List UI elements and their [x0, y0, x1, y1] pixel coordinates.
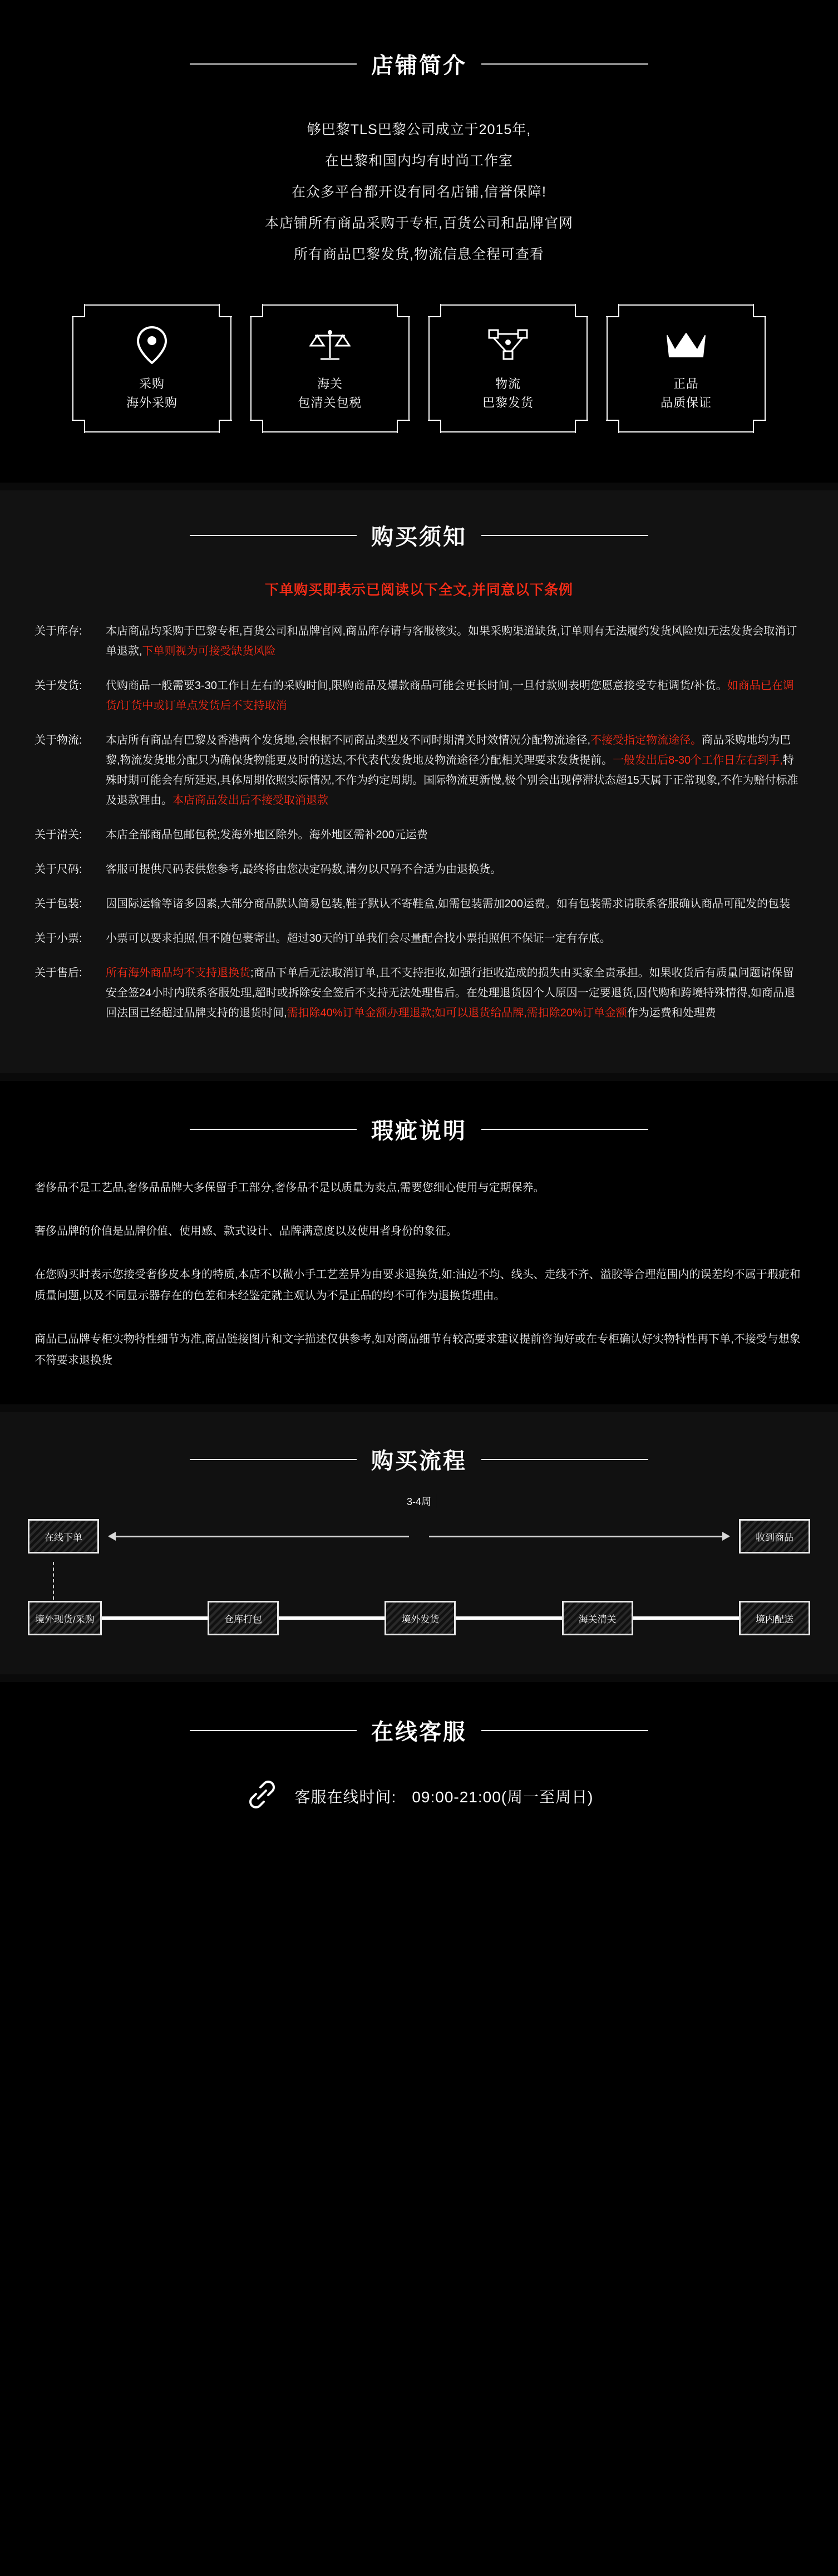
flow-connector-line [279, 1616, 385, 1620]
chat-link-icon [245, 1777, 279, 1815]
flow-heading [0, 1443, 838, 1475]
flaw-paragraph: 奢侈品不是工艺品,奢侈品品牌大多保留手工部分,奢侈品不是以质量为卖点,需要您细心使用与定期保养。 [34, 1182, 545, 1194]
notice-row-shipping [34, 676, 804, 716]
feature-label-line1: 海关 [317, 377, 343, 391]
crown-icon [664, 325, 708, 366]
notice-text [106, 730, 804, 810]
notice-label: 关于发货: [34, 680, 82, 692]
corner-decoration [72, 420, 85, 433]
notice-text [106, 825, 804, 845]
flow-title: 购买流程 [371, 1449, 467, 1473]
notice-label: 关于小票: [34, 932, 82, 945]
notice-heading [0, 519, 838, 551]
section-divider [0, 1674, 838, 1682]
flow-node-warehouse-packing: 仓库打包 [208, 1601, 279, 1635]
service-hours-label: 客服在线时间: [294, 1788, 397, 1806]
logistics-network-icon [487, 325, 529, 366]
heading-rule-right [481, 535, 648, 536]
service-heading [0, 1714, 838, 1746]
intro-title: 店铺简介 [371, 53, 467, 78]
notice-row-packaging [34, 894, 804, 914]
flow-connector-line [633, 1616, 739, 1620]
flow-arrow-left [109, 1536, 409, 1537]
flow-connector-line [102, 1616, 208, 1620]
section-purchase-notice [0, 490, 838, 1073]
notice-text-part: 商品采购地均为巴黎,物流发货地分配只为确保货物能更及时的送达,不代表代发货地及物流途径分配相关理要求发货提前。 [106, 734, 791, 766]
notice-text [106, 676, 804, 716]
corner-decoration [219, 304, 232, 317]
notice-label: 关于包装: [34, 898, 82, 910]
flow-top-row [28, 1496, 810, 1562]
corner-decoration [753, 304, 766, 317]
section-purchase-flow [0, 1412, 838, 1674]
notice-text-highlight: 所有海外商品均不支持退换货 [106, 967, 250, 979]
notice-text [106, 859, 804, 879]
flow-node-overseas-dispatch: 境外发货 [385, 1601, 456, 1635]
section-flaw-statement [0, 1081, 838, 1404]
feature-label-line1: 物流 [495, 377, 521, 391]
notice-text-part: 本店所有商品有巴黎及香港两个发货地,会根据不同商品类型及不同时期清关时效情况分配物流途径, [106, 734, 591, 746]
notice-text-part: 本店商品均采购于巴黎专柜,百货公司和品牌官网,商品库存请与客服核实。如果采购渠道缺货,订单则有无法履约发货风险!如无法发货会取消订单退款, [106, 625, 797, 657]
flow-bottom-row [28, 1601, 810, 1635]
notice-text-highlight: 本店商品发出后不接受取消退款 [172, 794, 328, 807]
corner-decoration [219, 420, 232, 433]
notice-text-highlight: 下单则视为可接受缺货风险 [142, 645, 276, 657]
heading-rule-right [481, 1730, 648, 1731]
intro-line-1: 够巴黎TLS巴黎公司成立于2015年, [307, 122, 531, 137]
notice-label: 关于物流: [34, 734, 82, 746]
notice-text-highlight: 不接受指定物流途径。 [590, 734, 702, 746]
flow-dashed-connector [53, 1562, 55, 1600]
notice-text-part: ;商品下单后无法取消订单,且不支持拒收,如强行拒收造成的损失由买家全责承担。如果收货后有质量问题请保留安全签24小时内联系客服处理,超时或拆除安全签后不支持无法处理售后。在处理退货因个人原因一定要退货,因代购和跨境特殊情得,如商品退回法国已经超过品牌支持的退货时间, [106, 967, 795, 1019]
corner-decoration [575, 420, 588, 433]
notice-item-list [0, 621, 838, 1023]
flow-node-receive-goods: 收到商品 [739, 1519, 810, 1554]
notice-text [106, 894, 804, 914]
corner-decoration [428, 304, 441, 317]
section-divider [0, 1073, 838, 1081]
feature-badge-logistics [428, 304, 588, 432]
feature-badge-row [0, 304, 838, 453]
heading-rule-left [190, 63, 357, 65]
notice-text [106, 621, 804, 661]
intro-line-4: 本店铺所有商品采购于专柜,百货公司和品牌官网 [265, 215, 573, 231]
flaw-paragraph: 奢侈品牌的价值是品牌价值、使用感、款式设计、品牌满意度以及使用者身份的象征。 [34, 1225, 457, 1237]
flow-node-overseas-sourcing: 境外现货/采购 [28, 1601, 102, 1635]
service-hours-value: 09:00-21:00(周一至周日) [412, 1788, 594, 1806]
notice-warning-text: 下单购买即表示已阅读以下全文,并同意以下条例 [265, 582, 573, 598]
flaw-heading [0, 1113, 838, 1145]
feature-badge-purchase [72, 304, 231, 432]
heading-rule-left [190, 1459, 357, 1460]
flaw-paragraph-list [0, 1177, 838, 1371]
flow-arrow-right [429, 1536, 729, 1537]
notice-text-highlight: 一般发出后8-30个工作日左右到手, [613, 754, 783, 766]
feature-label-line2: 品质保证 [660, 396, 712, 410]
heading-rule-right [481, 63, 648, 65]
intro-line-2: 在巴黎和国内均有时尚工作室 [324, 153, 513, 169]
notice-text-part: 本店全部商品包邮包税;发海外地区除外。海外地区需补200元运费 [106, 829, 428, 841]
corner-decoration [428, 420, 441, 433]
notice-row-customs [34, 825, 804, 845]
flow-node-customs-clearance: 海关清关 [562, 1601, 633, 1635]
service-title: 在线客服 [371, 1720, 467, 1744]
notice-label: 关于尺码: [34, 863, 82, 876]
notice-text-part: 小票可以要求拍照,但不随包裹寄出。超过30天的订单我们会尽量配合找小票拍照但不保证一定有存底。 [106, 932, 611, 945]
corner-decoration [250, 420, 263, 433]
notice-text-highlight: 需扣除40%订单金额办理退款;如可以退货给品牌,需扣除20%订单金额 [287, 1007, 627, 1019]
notice-title: 购买须知 [371, 525, 467, 549]
intro-paragraph [0, 114, 838, 270]
corner-decoration [753, 420, 766, 433]
corner-decoration [606, 304, 619, 317]
corner-decoration [575, 304, 588, 317]
section-divider [0, 483, 838, 490]
intro-line-3: 在众多平台都开设有同名店铺,信誉保障! [292, 184, 546, 200]
corner-decoration [606, 420, 619, 433]
notice-row-size [34, 859, 804, 879]
flaw-paragraph: 商品已品牌专柜实物特性细节为准,商品链接图片和文字描述仅供参考,如对商品细节有较高要求建议提前咨询好或在专柜确认好实物特性再下单,不接受与想象不符要求退换货 [34, 1333, 801, 1366]
notice-row-logistics [34, 730, 804, 810]
feature-label-line2: 包清关包税 [298, 396, 362, 410]
flow-connector-line [456, 1616, 561, 1620]
corner-decoration [250, 304, 263, 317]
flow-node-place-order: 在线下单 [28, 1519, 99, 1554]
intro-line-5: 所有商品巴黎发货,物流信息全程可查看 [294, 247, 544, 262]
notice-text [106, 928, 804, 948]
flow-duration-label: 3-4周 [401, 1494, 437, 1508]
feature-badge-authentic [607, 304, 766, 432]
notice-text-part: 作为运费和处理费 [627, 1007, 716, 1019]
notice-text-part: 因国际运输等诸多因素,大部分商品默认简易包装,鞋子默认不寄鞋盒,如需包装需加200运费。如有包装需求请联系客服确认商品可配发的包装 [106, 898, 791, 910]
notice-label: 关于清关: [34, 829, 82, 841]
heading-rule-right [481, 1129, 648, 1130]
feature-label-line1: 正品 [673, 377, 699, 391]
section-online-service [0, 1682, 838, 1854]
notice-row-stock [34, 621, 804, 661]
feature-badge-customs [250, 304, 410, 432]
corner-decoration [397, 420, 410, 433]
feature-label-line1: 采购 [139, 377, 165, 391]
notice-label: 关于售后: [34, 967, 82, 979]
flow-diagram [0, 1496, 838, 1635]
corner-decoration [397, 304, 410, 317]
notice-text-part: 客服可提供尺码表供您参考,最终将由您决定码数,请勿以尺码不合适为由退换货。 [106, 863, 502, 876]
flow-node-domestic-delivery: 境内配送 [739, 1601, 810, 1635]
feature-label-line2: 巴黎发货 [482, 396, 534, 410]
notice-text-part: 代购商品一般需要3-30工作日左右的采购时间,限购商品及爆款商品可能会更长时间,一旦付款则表明您愿意接受专柜调货/补货。 [106, 680, 727, 692]
balance-scale-icon [309, 325, 351, 366]
notice-label: 关于库存: [34, 625, 82, 637]
heading-rule-left [190, 1129, 357, 1130]
flaw-paragraph: 在您购买时表示您接受奢侈皮本身的特质,本店不以微小手工艺差异为由要求退换货,如:油边不均、线头、走线不齐、溢胶等合理范围内的误差均不属于瑕疵和质量问题,以及不同显示器存在的色差和未经鉴定就主观认为不是正品的均不可作为退换货理由。 [34, 1269, 801, 1302]
corner-decoration [72, 304, 85, 317]
notice-row-receipt [34, 928, 804, 948]
heading-rule-left [190, 1730, 357, 1731]
section-store-intro [0, 0, 838, 483]
location-pin-icon [135, 325, 169, 366]
heading-rule-right [481, 1459, 648, 1460]
notice-text-highlight: 如商品已在调货/订货中或订单点发货后不支持取消 [106, 680, 794, 712]
service-hours-row [0, 1777, 838, 1815]
heading-rule-left [190, 535, 357, 536]
notice-text-part: 特殊时期可能会有所延迟,具体周期依照实际情况,不作为约定周期。国际物流更新慢,极个别会出现停滞状态超15天属于正常现象,不作为赔付标准及退款理由。 [106, 754, 798, 807]
flaw-title: 瑕疵说明 [371, 1119, 467, 1143]
intro-heading [0, 48, 838, 80]
feature-label-line2: 海外采购 [126, 396, 178, 410]
section-divider [0, 1404, 838, 1412]
notice-text [106, 963, 804, 1023]
notice-row-aftersales [34, 963, 804, 1023]
